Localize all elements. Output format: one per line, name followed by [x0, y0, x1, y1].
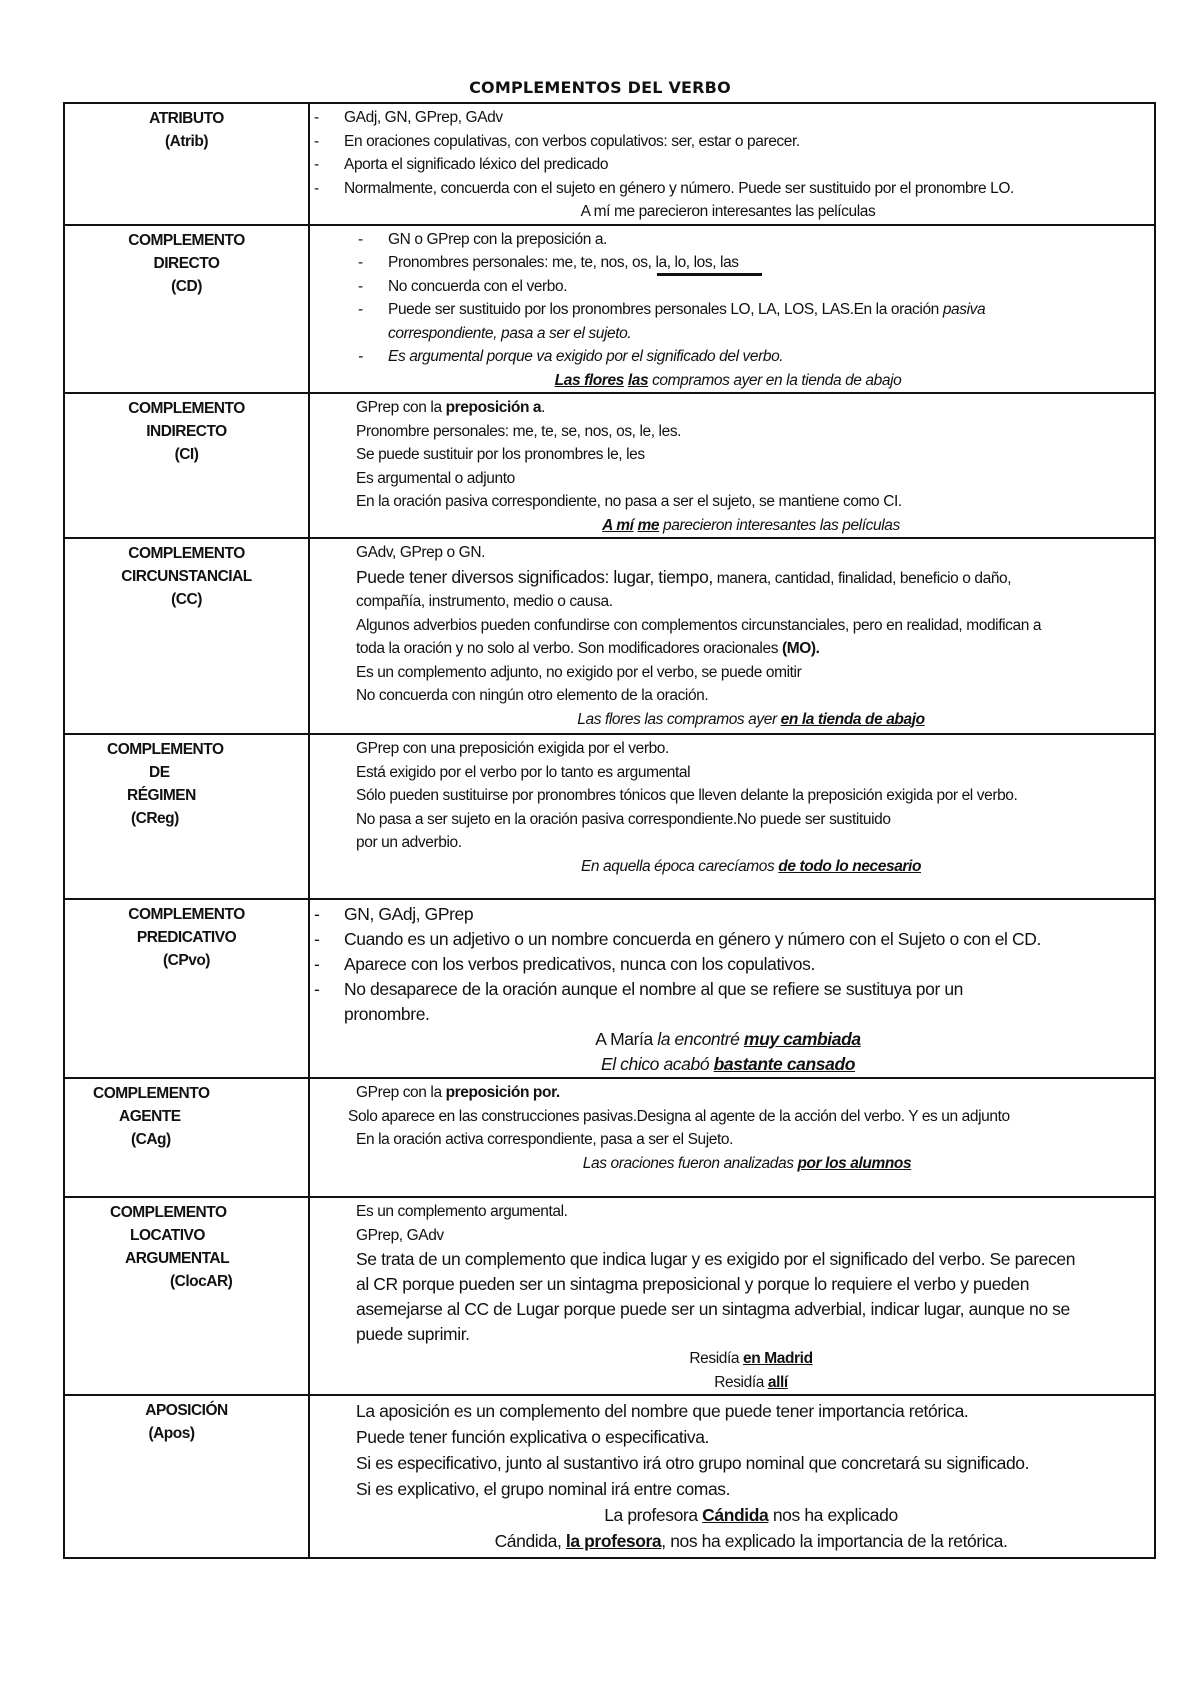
list-item: Solo aparece en las construcciones pasivas.Designa al agente de la acción del verbo. Y es un adjunto [348, 1107, 1010, 1125]
example-text: En aquella época carecíamos [580, 857, 779, 875]
list-item: Es argumental o adjunto [356, 469, 515, 487]
list-item [310, 298, 1146, 322]
row-abbr: (CI) [174, 446, 199, 463]
list-item: compañía, instrumento, medio o causa. [356, 593, 613, 610]
list-item-continuation: pronombre. [344, 1004, 430, 1024]
list-item-text: Puede tener diversos significados: lugar, tiempo, [356, 566, 713, 587]
list-item: No concuerda con ningún otro elemento de la oración. [356, 687, 709, 704]
list-item: En la oración pasiva correspondiente, no pasa a ser el sujeto, se mantiene como CI. [356, 493, 902, 510]
bold-term: preposición por. [445, 1084, 560, 1101]
list-item-text: manera, cantidad, finalidad, beneficio o daño, [712, 569, 1012, 587]
table-row [64, 225, 1155, 394]
row-content-cell [309, 225, 1155, 394]
row-abbr: (Apos) [148, 1425, 195, 1442]
table-row [64, 1078, 1155, 1197]
list-item: puede suprimir. [356, 1324, 470, 1344]
list-item: Es un complemento adjunto, no exigido por el verbo, se puede omitir [356, 663, 802, 681]
row-content-cell [309, 899, 1155, 1078]
example-text: Las flores las compramos ayer [577, 710, 781, 728]
list-item: GAdv, GPrep o GN. [356, 544, 486, 561]
example-highlight: A mí [602, 516, 634, 534]
example-sentence [356, 1528, 1146, 1554]
list-item [356, 396, 1146, 420]
list-item: Si es explicativo, el grupo nominal irá entre comas. [356, 1479, 731, 1499]
example-sentence [356, 1502, 1146, 1528]
list-item: - No desaparece de la oración aunque el nombre al que se refiere se sustituya por un [310, 977, 1146, 1002]
row-abbr: (CReg) [131, 810, 179, 827]
list-item: Se puede sustituir por los pronombres le, les [356, 446, 645, 463]
complements-table [63, 102, 1156, 1559]
page-title: COMPLEMENTOS DEL VERBO [469, 78, 731, 97]
row-label: LOCATIVO [130, 1227, 205, 1244]
example-text: Residía [689, 1350, 744, 1367]
list-item: Sólo pueden sustituirse por pronombres tónicos que lleven delante la preposición exigida por el verbo. [356, 787, 1018, 804]
row-label: DE [149, 764, 170, 781]
list-item: GPrep con una preposición exigida por el verbo. [356, 740, 669, 757]
italic-word: pasiva [942, 301, 986, 318]
row-label-cell [64, 538, 309, 734]
example-highlight: por los alumnos [797, 1154, 912, 1172]
list-item: al CR porque pueden ser un sintagma preposicional y porque lo requiere el verbo y pueden [356, 1274, 1030, 1294]
row-abbr: (CD) [171, 277, 202, 295]
row-label: INDIRECTO [146, 423, 227, 440]
list-item [356, 565, 1146, 591]
example-highlight: allí [767, 1373, 788, 1391]
row-label: COMPLEMENTO [128, 906, 245, 923]
list-item: - Aporta el significado léxico del predicado [310, 153, 1146, 177]
list-item: - GN o GPrep con la preposición a. [310, 228, 1146, 252]
table-row [64, 734, 1155, 899]
row-label: COMPLEMENTO [128, 231, 245, 249]
example-sentence: A mí me parecieron interesantes las películas [580, 203, 876, 220]
example-text: Las oraciones fueron analizadas [582, 1154, 798, 1172]
example-highlight: de todo lo necesario [778, 857, 922, 875]
list-item-text: Pronombres personales: me, te, nos, os, la, lo, los, las [388, 254, 739, 271]
list-item: Está exigido por el verbo por lo tanto es argumental [356, 763, 691, 781]
row-label-cell [64, 734, 309, 899]
example-sentence [310, 1052, 1146, 1077]
bold-term: preposición a [445, 399, 542, 416]
list-item: Pronombre personales: me, te, se, nos, os, le, les. [356, 422, 682, 440]
list-item: - GAdj, GN, GPrep, GAdv [310, 106, 1146, 130]
example-highlight: muy cambiada [743, 1029, 861, 1049]
row-content-cell [309, 393, 1155, 538]
row-content-cell [309, 734, 1155, 899]
example-sentence [356, 855, 1146, 879]
row-label: COMPLEMENTO [128, 545, 245, 562]
row-label-cell [64, 1078, 309, 1197]
example-highlight: bastante cansado [713, 1054, 856, 1074]
example-highlight: me [637, 516, 660, 534]
row-label-cell [64, 899, 309, 1078]
table-row [64, 899, 1155, 1078]
example-text: la encontré [657, 1029, 744, 1049]
list-item-continuation: correspondiente, pasa a ser el sujeto. [388, 324, 632, 342]
example-highlight: las [627, 371, 649, 389]
list-item: - Aparece con los verbos predicativos, nunca con los copulativos. [310, 952, 1146, 977]
example-sentence [310, 1027, 1146, 1052]
example-sentence [310, 369, 1146, 393]
list-item: Algunos adverbios pueden confundirse con complementos circunstanciales, pero en realidad, modifican a [356, 616, 1042, 634]
example-text: La profesora [604, 1505, 703, 1525]
table-row [64, 103, 1155, 225]
example-text: El chico acabó [600, 1054, 714, 1074]
list-item: Se trata de un complemento que indica lugar y es exigido por el significado del verbo. Se parecen [356, 1249, 1076, 1269]
row-label: DIRECTO [153, 254, 220, 272]
list-item: GPrep, GAdv [356, 1226, 444, 1244]
row-content-cell [309, 1078, 1155, 1197]
list-item-text: . [541, 399, 546, 416]
row-label: RÉGIMEN [127, 787, 196, 804]
list-item-text: Puede ser sustituido por los pronombres personales LO, LA, LOS, LAS.En la oración [388, 301, 939, 318]
row-label: ATRIBUTO [149, 110, 224, 127]
list-item: - Cuando es un adjetivo o un nombre concuerda en género y número con el Sujeto o con el CD. [310, 927, 1146, 952]
row-content-cell [309, 1395, 1155, 1558]
example-sentence [356, 514, 1146, 538]
row-label: CIRCUNSTANCIAL [121, 568, 252, 585]
list-item: Si es especificativo, junto al sustantivo irá otro grupo nominal que concretará su significado. [356, 1453, 1030, 1473]
list-item: No pasa a ser sujeto en la oración pasiva correspondiente.No puede ser sustituido [356, 810, 891, 828]
list-item-text: GPrep con la [356, 399, 446, 416]
list-item: - Normalmente, concuerda con el sujeto en género y número. Puede ser sustituido por el pronombre LO. [310, 177, 1146, 201]
list-item: - En oraciones copulativas, con verbos copulativos: ser, estar o parecer. [310, 130, 1146, 154]
row-label: ARGUMENTAL [125, 1250, 230, 1267]
list-item: La aposición es un complemento del nombre que puede tener importancia retórica. [356, 1401, 969, 1421]
table-row [64, 1197, 1155, 1395]
list-item [356, 637, 1146, 661]
example-text: parecieron interesantes las películas [659, 516, 900, 534]
example-highlight: en la tienda de abajo [780, 710, 925, 728]
row-label-cell [64, 393, 309, 538]
list-item: Puede tener función explicativa o especificativa. [356, 1427, 709, 1447]
list-item: asemejarse al CC de Lugar porque puede ser un sintagma adverbial, indicar lugar, aunque no se [356, 1299, 1070, 1319]
bold-term: (MO). [781, 640, 820, 657]
example-sentence [356, 1347, 1146, 1371]
list-item-text: GPrep con la [356, 1084, 446, 1101]
row-label-cell [64, 1395, 309, 1558]
row-label: AGENTE [119, 1108, 181, 1125]
row-label: PREDICATIVO [136, 929, 237, 946]
example-highlight: Las flores [554, 371, 624, 389]
row-label-cell [64, 1197, 309, 1395]
example-highlight: en Madrid [743, 1350, 813, 1367]
row-label-cell [64, 225, 309, 394]
row-abbr: (ClocAR) [170, 1273, 233, 1290]
list-item-text: toda la oración y no solo al verbo. Son modificadores oracionales [356, 640, 782, 657]
table-row [64, 538, 1155, 734]
row-abbr: (Atrib) [165, 133, 208, 150]
row-content-cell [309, 538, 1155, 734]
row-label: COMPLEMENTO [107, 741, 224, 758]
row-abbr: (CC) [171, 591, 202, 608]
example-text: Cándida, [494, 1531, 566, 1551]
row-content-cell [309, 103, 1155, 225]
row-abbr: (CAg) [131, 1131, 171, 1148]
list-item: En la oración activa correspondiente, pasa a ser el Sujeto. [356, 1131, 734, 1148]
row-label: COMPLEMENTO [93, 1085, 210, 1102]
example-highlight: Cándida [702, 1505, 769, 1525]
list-item [310, 251, 1146, 275]
row-label-cell [64, 103, 309, 225]
row-abbr: (CPvo) [163, 952, 210, 969]
example-text: nos ha explicado [768, 1505, 898, 1525]
row-label: COMPLEMENTO [128, 400, 245, 417]
row-content-cell [309, 1197, 1155, 1395]
list-item [348, 1081, 1146, 1105]
list-item: por un adverbio. [356, 834, 462, 851]
example-text: , nos ha explicado la importancia de la retórica. [661, 1531, 1008, 1551]
list-item [310, 275, 1146, 299]
row-label: APOSICIÓN [145, 1402, 228, 1419]
list-item-text: No concuerda con el verbo. [388, 277, 568, 295]
example-sentence [348, 1152, 1146, 1176]
example-text: A María [595, 1029, 658, 1049]
table-row [64, 393, 1155, 538]
row-label: COMPLEMENTO [110, 1204, 227, 1221]
list-item: - GN, GAdj, GPrep [310, 902, 1146, 927]
example-text: compramos ayer en la tienda de abajo [648, 371, 902, 389]
list-item: - Es argumental porque va exigido por el significado del verbo. [310, 345, 1146, 369]
example-sentence [356, 1371, 1146, 1395]
example-sentence [356, 708, 1146, 732]
underline-mark [657, 273, 762, 276]
example-text: Residía [714, 1373, 768, 1391]
example-highlight: la profesora [565, 1531, 662, 1551]
list-item: Es un complemento argumental. [356, 1203, 568, 1220]
table-row [64, 1395, 1155, 1558]
